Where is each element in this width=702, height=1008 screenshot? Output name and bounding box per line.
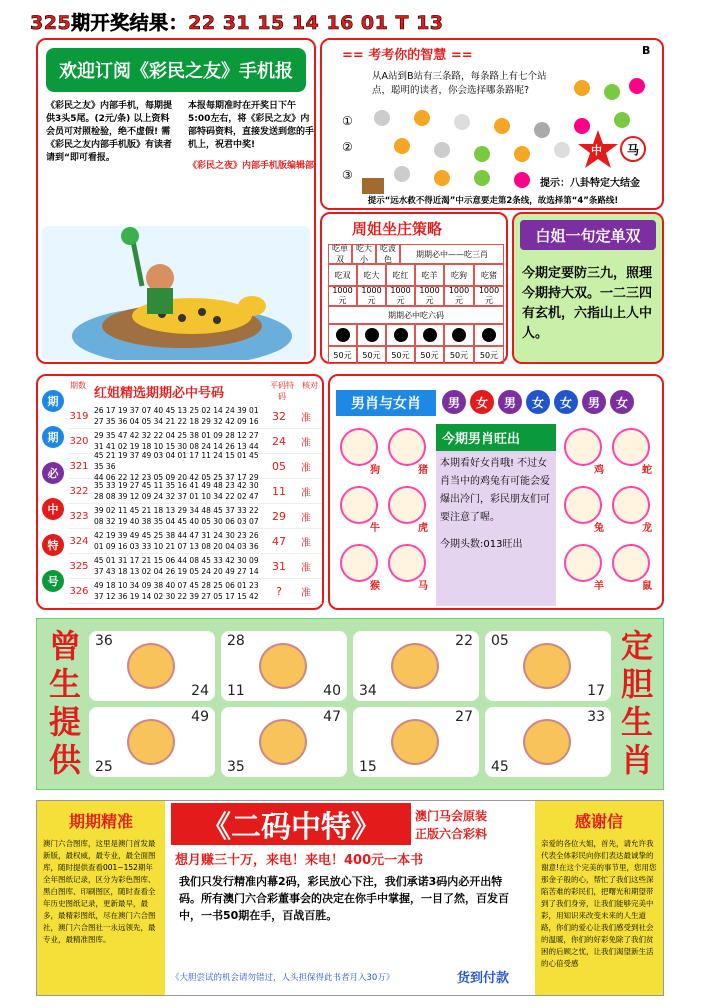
- issue-number: 320: [69, 435, 89, 447]
- animal-label: 猴: [370, 581, 380, 592]
- footer-center: [167, 801, 533, 995]
- horse-icon: [127, 643, 175, 689]
- animal-label: 虎: [418, 523, 428, 534]
- page-title: 325期开奖结果：22 31 15 14 16 01 T 13: [30, 12, 444, 34]
- aunt-zhou-title: 周姐坐庄策略: [352, 220, 443, 238]
- special-code: 24: [272, 434, 286, 448]
- ox-icon: [523, 643, 571, 689]
- route-2: ②: [342, 140, 353, 154]
- nums-line: 39 02 11 45 21 18 13 29 34 48 45 37 33 22: [94, 506, 259, 515]
- zodiac-number: 45: [491, 759, 509, 775]
- cell-three-zodiac: 期期必中——吃三肖: [400, 244, 504, 264]
- cell-amount: 50元: [328, 346, 357, 364]
- cell-amount: 50元: [444, 346, 474, 364]
- zodiac-number: 40: [323, 683, 341, 699]
- side-char: 期: [42, 426, 64, 448]
- footer-left-title: 期期精准: [68, 812, 133, 831]
- cell-amount: 1000元: [474, 286, 504, 306]
- red-sister-title: 红姐精选期期必中号码: [94, 386, 225, 401]
- gender-badge: 女: [610, 390, 634, 414]
- puzzle-hint: 提示：八卦特定大结金: [540, 178, 640, 189]
- zodiac-cell: [89, 707, 215, 777]
- zodiac-animal: [386, 428, 428, 480]
- route-3: ③: [342, 168, 353, 182]
- gender-badge: 男: [498, 390, 522, 414]
- gender-badge: 男: [442, 390, 466, 414]
- right-char: 定: [620, 627, 653, 665]
- table-row: [68, 554, 322, 579]
- footer-left: [37, 801, 165, 995]
- zodiac-number: 17: [587, 683, 605, 699]
- cell-amount: 50元: [415, 346, 444, 364]
- side-char: 中: [42, 498, 64, 520]
- zodiac-cell: [89, 631, 215, 701]
- nums-line: 49 18 10 34 09 38 40 07 45 28 25 06 01 23: [94, 581, 259, 590]
- special-code: 29: [272, 509, 286, 523]
- col-qishu: 期数: [70, 381, 86, 390]
- zodiac-number: 35: [227, 759, 245, 775]
- bai-jie-text: 今期定要防三九，照理今期持大双。一二三四有玄机，六指山上人中人。: [522, 266, 653, 341]
- black-dot-icon: [386, 324, 415, 346]
- footer-pay: 货到付款: [457, 971, 510, 986]
- black-dot-icon: [357, 324, 386, 346]
- side-char: 期: [42, 390, 64, 412]
- zodiac-number: 28: [227, 633, 245, 649]
- black-dot-icon: [415, 324, 444, 346]
- check-mark: 准: [301, 587, 311, 599]
- left-char: 曾: [48, 627, 81, 665]
- animal-label: 兔: [594, 523, 604, 534]
- nums-line: 28 08 39 12 09 24 32 37 01 10 34 22 02 47: [94, 492, 259, 501]
- nums-line: 37 43 18 13 02 04 26 19 05 24 20 49 27 14: [94, 567, 259, 576]
- zodiac-cell: [485, 631, 611, 701]
- cell-amount: 1000元: [415, 286, 444, 306]
- footer-center-text: 我们只发行精准内幕2码，彩民放心下注，我们承诺3码内必开出特码。所有澳门六合彩董事会的决定在你手中掌握，一目了然，百发百中，一书50期在手，百战百胜。: [179, 875, 509, 922]
- zodiac-number: 47: [323, 709, 341, 725]
- special-code: 05: [272, 459, 286, 473]
- issue-number: 323: [69, 510, 89, 522]
- gender-badge: 女: [526, 390, 550, 414]
- gender-badge: 男: [582, 390, 606, 414]
- animal-label: 狗: [370, 465, 380, 476]
- zodiac-animal: [562, 544, 604, 596]
- zodiac-cell: [221, 631, 347, 701]
- subscribe-right-sign: 《彩民之夜》内部手机版编辑部: [188, 161, 315, 171]
- nums-line: 37 12 36 19 14 02 30 22 39 27 05 17 15 42: [94, 592, 259, 601]
- issue-number: 321: [69, 460, 89, 472]
- special-code: ?: [276, 584, 282, 598]
- zodiac-animal: [562, 428, 604, 480]
- cell-amount: 50元: [474, 346, 504, 364]
- zodiac-number: 15: [359, 759, 377, 775]
- nums-line: 35 33 19 27 45 11 35 16 41 49 48 23 42 30: [94, 481, 259, 490]
- center-title: 今期男肖旺出: [436, 424, 556, 451]
- nums-line: 01 09 16 03 33 10 21 07 13 08 20 04 03 36: [94, 542, 259, 551]
- puzzle-footer: 提示“远水救不得近渴”中示意要走第2条线，故选择第“4”条路线!: [367, 196, 619, 206]
- cell-odd-even: 吃单双: [328, 244, 352, 264]
- nums-line: 42 19 39 49 45 25 38 44 47 31 24 30 23 26: [94, 531, 259, 540]
- special-code: 31: [272, 559, 286, 573]
- issue-number: 326: [69, 585, 89, 597]
- issue-number: 324: [69, 535, 89, 547]
- cell-amount: 1000元: [328, 286, 357, 306]
- zodiac-number: 34: [359, 683, 377, 699]
- puzzle-horse-badge: 马: [620, 136, 646, 162]
- check-mark: 准: [301, 512, 311, 524]
- zodiac-number: 25: [95, 759, 113, 775]
- zodiac-animal: [338, 486, 380, 538]
- black-dot-icon: [444, 324, 474, 346]
- cell-pick: 吃羊: [415, 264, 444, 286]
- cell-pick: 吃狗: [444, 264, 474, 286]
- check-mark: 准: [301, 562, 311, 574]
- cell-pick: 吃红: [386, 264, 415, 286]
- cartoon-illustration: [42, 226, 310, 360]
- zodiac-cell: [485, 707, 611, 777]
- animal-label: 龙: [642, 523, 652, 534]
- subscribe-panel: [36, 38, 316, 364]
- cell-pick: 吃大: [357, 264, 386, 286]
- animal-label: 羊: [594, 581, 604, 592]
- check-mark: 准: [301, 487, 311, 499]
- zodiac-animal: [610, 428, 652, 480]
- animal-label: 猪: [418, 465, 428, 476]
- nums-line: 45 21 19 37 49 03 04 01 17 11 24 15 01 45 35 36: [94, 450, 259, 471]
- chick-icon: [391, 643, 439, 689]
- nums-line: 29 35 47 42 32 22 04 25 38 01 09 28 12 27: [94, 431, 259, 440]
- zodiac-animal: [338, 428, 380, 480]
- issue-number: 325: [69, 560, 89, 572]
- footer-right: [535, 801, 663, 995]
- zodiac-animal: [386, 486, 428, 538]
- table-row: [68, 479, 322, 504]
- zodiac-cell: [221, 707, 347, 777]
- cell-pick: 吃双: [328, 264, 357, 286]
- cell-amount: 1000元: [444, 286, 474, 306]
- check-mark: 准: [301, 537, 311, 549]
- footer-right-title: 感谢信: [574, 812, 623, 831]
- cell-amount: 50元: [357, 346, 386, 364]
- special-code: 47: [272, 534, 286, 548]
- puzzle-label-b: B: [642, 44, 651, 57]
- zodiac-number: 11: [227, 683, 245, 699]
- snake-icon: [127, 719, 175, 765]
- footer-center-title: 《二码中特》: [171, 803, 411, 845]
- subscribe-left-text: 《彩民之友》内部手机，每期提供3头5尾。(2元/条) 以上资料会员可对照检验，绝不虚假! 需《彩民之友内部手机版》有读者请到“即可看报。: [46, 101, 173, 163]
- nums-line: 31 41 02 19 18 10 15 30 08 24 14 26 13 44: [94, 442, 259, 451]
- subscribe-banner: 欢迎订阅《彩民之友》手机报: [46, 48, 306, 92]
- person-riding-leopard-icon: [42, 226, 310, 360]
- footer-left-text: 澳门六合图库，这里是澳门首发最新版，最权威，最专业，最全面图库，随时提供查看001~152期年全年图纸记录，区分为彩色图库、黑白图库、印刷图区，随时查看全年历史图纸记录，更新最早，最多，最精彩图纸，尽在澳门六合图社，澳门六合图社一永远领先，最专业，最精准图库。: [43, 839, 156, 944]
- zodiac-cell: [353, 631, 479, 701]
- animal-label: 鼠: [642, 581, 652, 592]
- special-code: 11: [272, 484, 286, 498]
- cell-amount: 50元: [386, 346, 415, 364]
- col-pingma: 平码特码: [270, 381, 294, 401]
- rabbit-icon: [391, 719, 439, 765]
- zodiac-number: 49: [191, 709, 209, 725]
- zodiac-animal: [562, 486, 604, 538]
- zodiac-number: 24: [191, 683, 209, 699]
- footer-center-side2: 正版六合彩料: [415, 827, 488, 841]
- route-1: ①: [342, 114, 353, 128]
- zodiac-number: 33: [587, 709, 605, 725]
- center-box: [436, 424, 556, 606]
- animal-label: 蛇: [642, 465, 652, 476]
- cell-pick: 吃猪: [474, 264, 504, 286]
- center-footer: 今期头数:013旺出: [440, 539, 523, 550]
- puzzle-title: == 考考你的智慧 ==: [342, 48, 473, 63]
- nums-line: 45 01 31 17 21 15 06 44 08 45 33 42 30 09: [94, 556, 259, 565]
- puzzle-panel: [320, 38, 664, 210]
- issue-number: 319: [69, 410, 89, 422]
- black-dot-icon: [328, 324, 357, 346]
- cell-amount: 1000元: [386, 286, 415, 306]
- zodiac-cell: [353, 707, 479, 777]
- side-char: 必: [42, 462, 64, 484]
- cell-big-small: 吃大小: [352, 244, 376, 264]
- gender-title: 男肖与女肖: [336, 390, 436, 416]
- zodiac-number: 22: [455, 633, 473, 649]
- right-char: 胆: [620, 665, 653, 703]
- goat-icon: [259, 719, 307, 765]
- gender-badge: 女: [470, 390, 494, 414]
- bai-jie-title: 白姐一句定单双: [520, 220, 656, 250]
- zodiac-number: 27: [455, 709, 473, 725]
- red-sister-panel: [36, 374, 324, 610]
- puzzle-middle: 中: [591, 144, 602, 157]
- side-char: 号: [42, 570, 64, 592]
- table-row: [68, 450, 322, 482]
- cell-amount: 1000元: [357, 286, 386, 306]
- side-char: 特: [42, 534, 64, 556]
- zodiac-animal: [610, 486, 652, 538]
- animal-label: 马: [418, 581, 428, 592]
- rooster-icon: [523, 719, 571, 765]
- right-char: 肖: [620, 741, 653, 779]
- bai-jie-panel: [512, 212, 664, 364]
- tiger-icon: [259, 643, 307, 689]
- nums-line: 44 06 22 12 23 05 09 20 42 05 25 37 17 29: [94, 472, 259, 482]
- puzzle-text: 从A站到B站有三条路，每条路上有七个站点，聪明的读者，你会选择哪条路呢?: [372, 71, 547, 96]
- nums-line: 08 32 19 40 38 35 04 45 40 05 30 06 03 07: [94, 517, 259, 526]
- check-mark: 准: [301, 437, 311, 449]
- footer-right-text: 亲爱的各位大姐，首先，请允许我代表全体彩民向你们表达最诚挚的谢意!在这个完美的事节里，您用您那金子般的心，帮忙了我们这些深陷苦难的彩民们，把曙光和期望带到了我们身旁，让我们能够完美中彩，用知识来改变未来的人生道路，你们的爱心让我们感受到社会的温暖，你们的好彩免除了我们贫困的后顾之忧，让我们渴望新生活的心倍受感: [541, 839, 657, 968]
- zodiac-grid-panel: [36, 618, 664, 790]
- footer-center-bottom: 《大胆尝试的机会请勿错过，人头担保得此书者月入30万》: [171, 973, 395, 983]
- subscribe-right-text: 本报每期准时在开奖日下午5:00左右，将《彩民之友》内部特码资料，直接发送到您的手机上，祝君中奖!: [188, 101, 315, 150]
- special-code: 32: [272, 409, 286, 423]
- table-row: [68, 579, 322, 604]
- table-row: [68, 529, 322, 554]
- gender-zodiac-panel: [328, 374, 664, 610]
- zodiac-number: 36: [95, 633, 113, 649]
- check-mark: 准: [301, 462, 311, 474]
- black-dot-icon: [474, 324, 504, 346]
- left-char: 提: [48, 703, 81, 741]
- animal-label: 牛: [370, 523, 380, 534]
- zodiac-animal: [386, 544, 428, 596]
- nums-line: 26 17 19 37 07 40 45 13 25 02 14 24 39 01: [94, 406, 259, 415]
- nums-line: 27 35 36 04 05 34 21 22 18 29 32 42 09 16: [94, 417, 259, 426]
- cell-color: 吃波色: [376, 244, 400, 264]
- footer-section: [36, 800, 664, 996]
- zodiac-number: 05: [491, 633, 509, 649]
- aunt-zhou-panel: [320, 212, 508, 364]
- gender-badge: 女: [554, 390, 578, 414]
- issue-number: 322: [69, 485, 89, 497]
- footer-center-side1: 澳门马会原装: [415, 809, 488, 823]
- table-row: [68, 504, 322, 529]
- table-row: [68, 404, 322, 429]
- col-hedui: 核对: [302, 381, 318, 390]
- left-char: 生: [48, 665, 81, 703]
- right-char: 生: [620, 703, 653, 741]
- check-mark: 准: [301, 412, 311, 424]
- cell-six-codes: 期期必中吃六码: [328, 306, 504, 324]
- zodiac-animal: [338, 544, 380, 596]
- center-text: 本期看好女肖哦! 不过女肖当中的鸡兔有可能会爱爆出冷门，彩民朋友们可要注意了喔。: [440, 458, 550, 523]
- left-char: 供: [48, 741, 81, 779]
- footer-slogan: 想月赚三十万，来电！来电！400元一本书: [175, 853, 424, 868]
- zodiac-animal: [610, 544, 652, 596]
- animal-label: 鸡: [594, 465, 604, 476]
